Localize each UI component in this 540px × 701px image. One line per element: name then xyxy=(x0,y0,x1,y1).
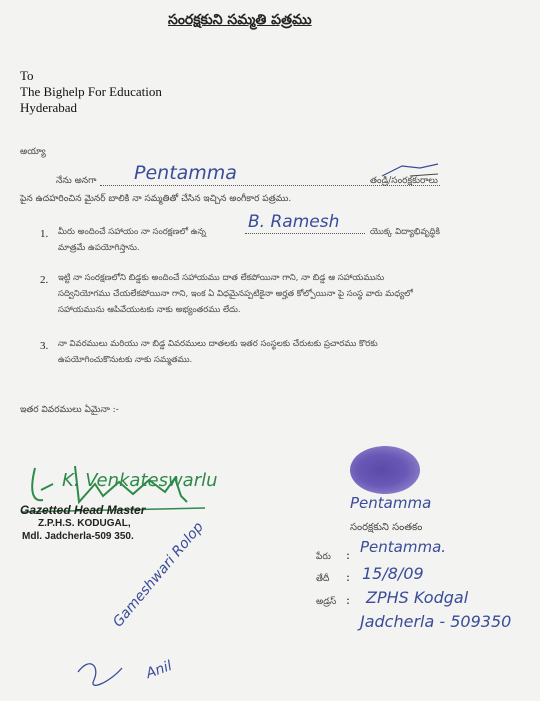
item-1-line-2: మాత్రమే ఉపయోగిస్తాను. xyxy=(58,243,140,253)
address-label: అడ్రస్ xyxy=(316,597,337,607)
bottom-signature: Gameshwari Rolop xyxy=(110,519,207,631)
guardian-name-label: పేరు xyxy=(316,552,331,562)
handwritten-guardian-name: Pentamma xyxy=(134,162,237,184)
stamp-school: Z.P.H.S. KODUGAL, xyxy=(38,518,131,529)
address-line-2: Jadcherla - 509350 xyxy=(360,612,512,631)
bottom-signature-stroke xyxy=(70,596,220,696)
thumbprint-mark xyxy=(350,446,420,494)
item-3-line-2: ఉపయోగించుకొనుటకు నాకు సమ్మతము. xyxy=(58,355,193,365)
recipient-block xyxy=(20,68,162,116)
salutation: అయ్యా xyxy=(20,147,46,157)
item-number: 2. xyxy=(40,274,49,286)
guardian-name-value: Pentamma. xyxy=(360,538,447,556)
name-prefix: నేను అనగా xyxy=(56,176,97,186)
item-number: 3. xyxy=(40,340,49,352)
document-title: సంరక్షకుని సమ్మతి పత్రము xyxy=(168,12,312,28)
recipient-city: Hyderabad xyxy=(20,100,78,115)
address-line-1: ZPHS Kodgal xyxy=(366,588,469,607)
stamp-title: Gazetted Head Master xyxy=(20,503,146,517)
document-page: సంరక్షకుని సమ్మతి పత్రము To The Bighelp For Education Hyderabad అయ్యా నేను అనగా Pentamma తండ్రి/సంరక్షకురాలు పైన ఉదహరించిన మైనర్ బాలికి నా సమ్మతితో చేసిన ఇచ్చిన అంగీకార పత్రము. 1. మీరు అందించే సహాయం నా సంరక్షణలో ఉన్న B. Ramesh యొక్క విద్యాభివృద్ధికి మాత్రమే ఉపయోగిస్తాను. 2. ఇట్టి నా సంరక్షణలోని బిడ్డకు అందించే సహాయము దాత లేకపోయినా గాని, నా బిడ్డ ఆ సహాయమును సద్వినియోగము చేయలేకపోయినా గాని, ఇంక ఏ విధమైనప్పటికైనా అర్హత కోల్పోయినా పై సంస్థ వారు మధ్యలో సహాయమును ఆపివేయుటకు నాకు అభ్యంతరము లేదు. 3. నా వివరములు మరియు నా బిడ్డ వివరములు దాతలకు ఇతర సంస్థలకు చేరుటకు ప్రచారము కొరకు ఉపయోగించుకొనుటకు నాకు సమ్మతము. ఇతర వివరములు ఏమైనా :- K. Venkateswarlu Gazetted Head Master Z.P.H.S. KODUGAL, Mdl. Jadcherla-509 350. Pentamma సంరక్షకుని సంతకం పేరు : Pentamma. తేదీ : 15/8/09 అడ్రస్ : ZPHS Kodgal Jadcherla - 509350 Gameshwari Rolop Anil xyxy=(0,0,540,701)
date-label: తేదీ xyxy=(316,574,330,584)
child-dotted-line xyxy=(245,232,365,234)
intro-line: పైన ఉదహరించిన మైనర్ బాలికి నా సమ్మతితో చేసిన ఇచ్చిన అంగీకార పత్రము. xyxy=(20,194,292,204)
item-2-line-2: సద్వినియోగము చేయలేకపోయినా గాని, ఇంక ఏ విధమైనప్పటికైనా అర్హత కోల్పోయినా పై సంస్థ వారు మధ్యలో xyxy=(58,289,413,299)
recipient-org: The Bighelp For Education xyxy=(20,84,162,99)
item-1-text-after: యొక్క విద్యాభివృద్ధికి xyxy=(370,227,440,237)
item-1-text-before: మీరు అందించే సహాయం నా సంరక్షణలో ఉన్న xyxy=(58,227,206,237)
headmaster-signature-text: K. Venkateswarlu xyxy=(62,470,218,491)
other-details: ఇతర వివరములు ఏమైనా :- xyxy=(20,405,119,415)
item-3-line-1: నా వివరములు మరియు నా బిడ్డ వివరములు దాతలకు ఇతర సంస్థలకు చేరుటకు ప్రచారము కొరకు xyxy=(58,339,378,349)
handwritten-child-name: B. Ramesh xyxy=(248,212,340,232)
guardian-signature-label: సంరక్షకుని సంతకం xyxy=(350,522,423,533)
item-2-line-3: సహాయమును ఆపివేయుటకు నాకు అభ్యంతరము లేదు. xyxy=(58,305,241,315)
item-2-line-1: ఇట్టి నా సంరక్షణలోని బిడ్డకు అందించే సహాయము దాత లేకపోయినా గాని, నా బిడ్డ ఆ సహాయమును xyxy=(58,273,385,283)
stamp-mandal: Mdl. Jadcherla-509 350. xyxy=(22,531,134,542)
to-label: To xyxy=(20,68,34,83)
strike-scribble xyxy=(380,162,440,180)
name-suffix: తండ్రి/సంరక్షకురాలు xyxy=(370,176,438,186)
item-number: 1. xyxy=(40,228,49,240)
date-value: 15/8/09 xyxy=(362,564,424,583)
bottom-initials: Anil xyxy=(144,657,175,683)
guardian-signature: Pentamma xyxy=(350,494,432,512)
